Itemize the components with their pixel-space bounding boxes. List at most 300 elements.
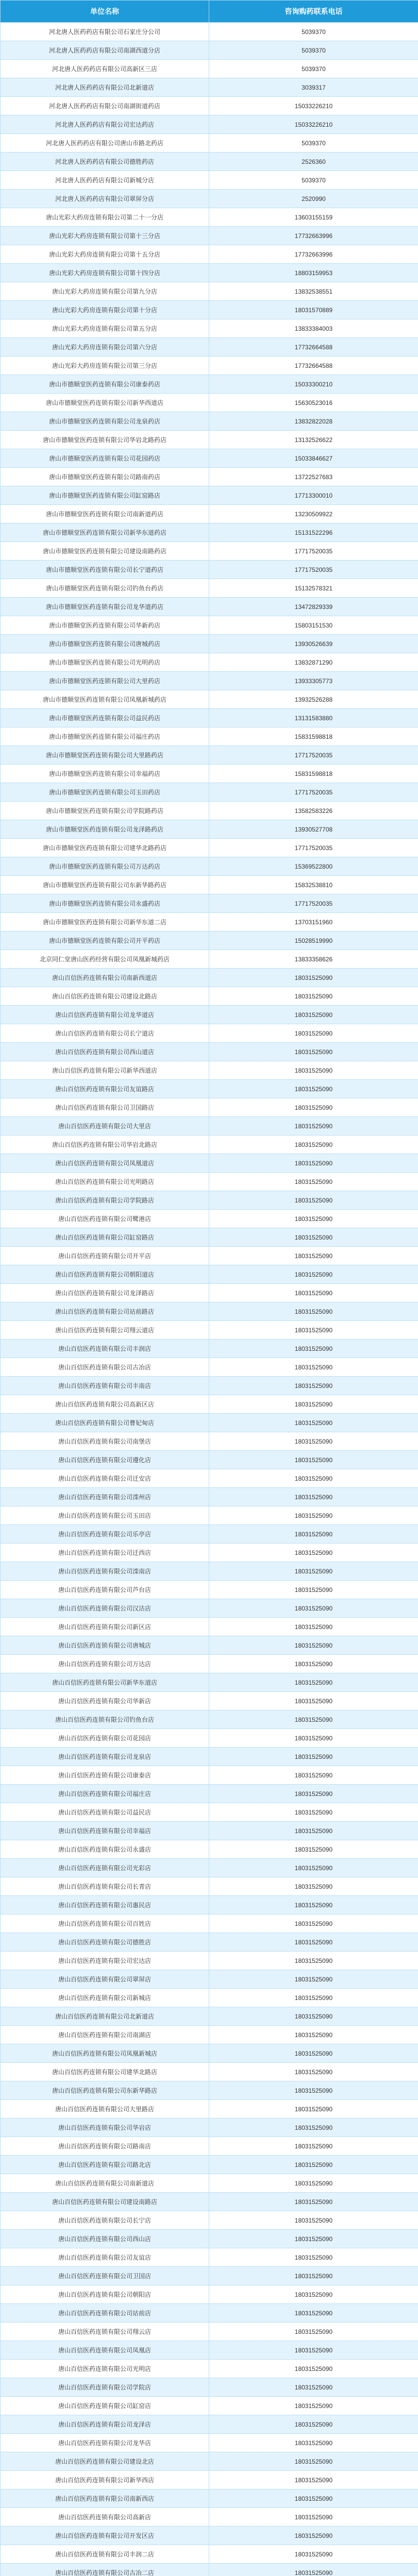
unit-name-cell: 河北唐人医药药店有限公司南湖街道药店 [1, 97, 209, 115]
unit-name-cell: 河北唐人医药药店有限公司石家庄分公司 [1, 23, 209, 41]
table-row [1, 171, 418, 190]
phone-cell: 18031525090 [209, 2452, 418, 2471]
phone-cell: 13582583226 [209, 802, 418, 820]
header-unit-name: 单位名称 [1, 1, 209, 23]
table-row [1, 78, 418, 97]
phone-cell: 18031525090 [209, 1766, 418, 1785]
phone-cell: 15131522296 [209, 523, 418, 542]
table-row [1, 486, 418, 505]
phone-cell: 18031525090 [209, 1785, 418, 1803]
phone-cell: 15803151530 [209, 616, 418, 635]
phone-cell: 18031525090 [209, 1136, 418, 1154]
phone-cell: 18031525090 [209, 1525, 418, 1544]
table-row [1, 2211, 418, 2230]
phone-cell: 15831598818 [209, 765, 418, 783]
table-row [1, 2397, 418, 2415]
unit-name-cell: 唐山百信医药连锁有限公司迁西店 [1, 1544, 209, 1562]
unit-name-cell: 唐山百信医药连锁有限公司益民店 [1, 1803, 209, 1822]
unit-name-cell: 唐山百信医药连锁有限公司卫国店 [1, 2267, 209, 2285]
phone-cell: 18031525090 [209, 1729, 418, 1748]
phone-cell: 17717520035 [209, 561, 418, 579]
phone-cell: 18031525090 [209, 1395, 418, 1414]
unit-name-cell: 唐山百信医药连锁有限公司翔云道店 [1, 1321, 209, 1340]
table-row [1, 1859, 418, 1877]
unit-name-cell: 唐山百信医药连锁有限公司朝阳道店 [1, 1265, 209, 1284]
unit-name-cell: 唐山百信医药连锁有限公司南新西店 [1, 2489, 209, 2508]
unit-name-cell: 唐山百信医药连锁有限公司建设南路店 [1, 2193, 209, 2211]
phone-cell: 18031525090 [209, 1321, 418, 1340]
table-row [1, 282, 418, 301]
phone-cell: 18031525090 [209, 1191, 418, 1210]
phone-cell: 15831598818 [209, 727, 418, 746]
table-row [1, 1414, 418, 1432]
phone-cell: 5039370 [209, 134, 418, 152]
table-row [1, 227, 418, 245]
phone-cell: 15028519990 [209, 931, 418, 950]
unit-name-cell: 唐山百信医药连锁有限公司新华西道店 [1, 1061, 209, 1080]
phone-cell: 18031525090 [209, 1358, 418, 1377]
unit-name-cell: 唐山市德顺堂医药连锁有限公司大里路药店 [1, 746, 209, 765]
table-row [1, 1247, 418, 1265]
phone-cell: 18031525090 [209, 2285, 418, 2304]
phone-cell: 15033226210 [209, 115, 418, 134]
unit-name-cell: 河北唐人医药药店有限公司唐山市路北药店 [1, 134, 209, 152]
unit-name-cell: 唐山光彩大药房连锁有限公司第二十一分店 [1, 208, 209, 227]
unit-name-cell: 唐山百信医药连锁有限公司百姓店 [1, 1914, 209, 1933]
phone-cell: 18031525090 [209, 1952, 418, 1970]
table-row [1, 2174, 418, 2193]
phone-cell: 15033846627 [209, 449, 418, 468]
unit-name-cell: 河北唐人医药药店有限公司新城分店 [1, 171, 209, 190]
table-row [1, 1914, 418, 1933]
table-row [1, 1191, 418, 1210]
phone-cell: 17717520035 [209, 783, 418, 802]
unit-name-cell: 唐山市德顺堂医药连锁有限公司新华东道二店 [1, 913, 209, 931]
table-row [1, 2527, 418, 2545]
table-body [1, 23, 418, 2576]
unit-name-cell: 唐山百信医药连锁有限公司汉沽店 [1, 1599, 209, 1618]
header-phone: 咨询购药联系电话 [209, 1, 418, 23]
unit-name-cell: 唐山百信医药连锁有限公司丰南店 [1, 1377, 209, 1395]
unit-name-cell: 唐山百信医药连锁有限公司新区店 [1, 1618, 209, 1636]
phone-cell: 18031525090 [209, 2063, 418, 2081]
unit-name-cell: 唐山光彩大药房连锁有限公司第六分店 [1, 338, 209, 357]
unit-name-cell: 唐山百信医药连锁有限公司长青店 [1, 1877, 209, 1896]
phone-cell: 18031525090 [209, 1914, 418, 1933]
phone-cell: 18031525090 [209, 1284, 418, 1302]
table-row [1, 1469, 418, 1488]
phone-cell: 18031525090 [209, 969, 418, 987]
phone-cell: 15630523016 [209, 394, 418, 412]
phone-cell: 15033300210 [209, 375, 418, 394]
table-row [1, 987, 418, 1006]
table-row [1, 115, 418, 134]
phone-cell: 18803159953 [209, 264, 418, 282]
table-row [1, 2360, 418, 2378]
unit-name-cell: 唐山百信医药连锁有限公司学院路店 [1, 1191, 209, 1210]
phone-cell: 18031525090 [209, 1840, 418, 1859]
table-row [1, 1061, 418, 1080]
table-row [1, 523, 418, 542]
table-row [1, 1729, 418, 1748]
phone-cell: 13722527683 [209, 468, 418, 486]
table-row [1, 857, 418, 876]
table-row [1, 1673, 418, 1692]
unit-name-cell: 唐山百信医药连锁有限公司路北店 [1, 2156, 209, 2174]
phone-cell: 18031525090 [209, 1877, 418, 1896]
table-row [1, 2471, 418, 2489]
table-row [1, 894, 418, 913]
phone-cell: 18031525090 [209, 1451, 418, 1469]
unit-name-cell: 唐山百信医药连锁有限公司大里店 [1, 1117, 209, 1136]
phone-cell: 13930526639 [209, 635, 418, 653]
unit-name-cell: 唐山百信医药连锁有限公司站前店 [1, 2304, 209, 2323]
unit-name-cell: 唐山市德顺堂医药连锁有限公司龙泉药店 [1, 412, 209, 431]
phone-cell: 15033226210 [209, 97, 418, 115]
phone-cell: 18031525090 [209, 1896, 418, 1914]
phone-cell: 18031525090 [209, 1748, 418, 1766]
unit-name-cell: 唐山百信医药连锁有限公司翔云店 [1, 2323, 209, 2341]
phone-cell: 18031525090 [209, 1414, 418, 1432]
phone-cell: 18031525090 [209, 1210, 418, 1228]
phone-cell: 18031525090 [209, 1970, 418, 1989]
table-row [1, 1395, 418, 1414]
table-header-row [1, 1, 418, 23]
phone-cell: 5039370 [209, 23, 418, 41]
phone-cell: 17732664588 [209, 357, 418, 375]
unit-name-cell: 唐山市德顺堂医药连锁有限公司开平药店 [1, 931, 209, 950]
table-row [1, 1952, 418, 1970]
table-row [1, 134, 418, 152]
unit-name-cell: 河北唐人医药药店有限公司高新区三店 [1, 60, 209, 78]
unit-name-cell: 唐山百信医药连锁有限公司唐城店 [1, 1636, 209, 1655]
table-row [1, 1618, 418, 1636]
phone-cell: 18031525090 [209, 2471, 418, 2489]
unit-name-cell: 唐山市德顺堂医药连锁有限公司华岩北路药店 [1, 431, 209, 449]
table-row [1, 301, 418, 319]
table-row [1, 2323, 418, 2341]
unit-name-cell: 唐山百信医药连锁有限公司开发区店 [1, 2527, 209, 2545]
table-row [1, 41, 418, 60]
unit-name-cell: 唐山百信医药连锁有限公司龙泉店 [1, 1748, 209, 1766]
unit-name-cell: 唐山百信医药连锁有限公司芦台店 [1, 1581, 209, 1599]
unit-name-cell: 唐山百信医药连锁有限公司南湖店 [1, 2026, 209, 2044]
phone-cell: 18031525090 [209, 1710, 418, 1729]
unit-name-cell: 唐山百信医药连锁有限公司建设北路店 [1, 987, 209, 1006]
unit-name-cell: 唐山市德顺堂医药连锁有限公司唐城药店 [1, 635, 209, 653]
phone-cell: 18031525090 [209, 1117, 418, 1136]
phone-cell: 17717520035 [209, 839, 418, 857]
unit-name-cell: 唐山百信医药连锁有限公司幸福店 [1, 1822, 209, 1840]
table-row [1, 2193, 418, 2211]
table-row [1, 2378, 418, 2397]
table-row [1, 1562, 418, 1581]
phone-cell: 18031525090 [209, 2248, 418, 2267]
phone-cell: 18031525090 [209, 2119, 418, 2137]
table-row [1, 727, 418, 746]
table-row [1, 2248, 418, 2267]
unit-name-cell: 唐山市德顺堂医药连锁有限公司凤凰新城药店 [1, 690, 209, 709]
table-row [1, 1136, 418, 1154]
unit-name-cell: 唐山百信医药连锁有限公司福庄店 [1, 1785, 209, 1803]
table-row [1, 635, 418, 653]
phone-cell: 18031525090 [209, 2508, 418, 2527]
unit-name-cell: 唐山百信医药连锁有限公司友谊路店 [1, 1080, 209, 1098]
unit-name-cell: 唐山市德顺堂医药连锁有限公司学院路药店 [1, 802, 209, 820]
unit-name-cell: 唐山市德顺堂医药连锁有限公司新华西道店 [1, 394, 209, 412]
table-row [1, 1080, 418, 1098]
phone-cell: 13833358626 [209, 950, 418, 969]
phone-cell: 18031525090 [209, 1803, 418, 1822]
table-row [1, 2007, 418, 2026]
phone-cell: 18031525090 [209, 2156, 418, 2174]
unit-name-cell: 唐山百信医药连锁有限公司康泰店 [1, 1766, 209, 1785]
table-row [1, 2341, 418, 2360]
unit-name-cell: 唐山市德顺堂医药连锁有限公司光明药店 [1, 653, 209, 672]
table-row [1, 2452, 418, 2471]
phone-cell: 18031525090 [209, 2211, 418, 2230]
table-row [1, 690, 418, 709]
table-row [1, 264, 418, 282]
phone-cell: 5039370 [209, 60, 418, 78]
table-row [1, 2304, 418, 2323]
phone-cell: 18031525090 [209, 1562, 418, 1581]
phone-cell: 18031525090 [209, 2044, 418, 2063]
table-row [1, 561, 418, 579]
table-row [1, 2156, 418, 2174]
table-row [1, 709, 418, 727]
phone-cell: 18031525090 [209, 2304, 418, 2323]
phone-cell: 5039370 [209, 41, 418, 60]
phone-cell: 18031525090 [209, 2007, 418, 2026]
phone-cell: 18031525090 [209, 2341, 418, 2360]
table-row [1, 1933, 418, 1952]
table-row [1, 394, 418, 412]
unit-name-cell: 唐山百信医药连锁有限公司北新道店 [1, 2007, 209, 2026]
phone-cell: 18031525090 [209, 1377, 418, 1395]
phone-cell: 18031525090 [209, 1154, 418, 1173]
table-row [1, 2545, 418, 2564]
phone-cell: 18031525090 [209, 2193, 418, 2211]
unit-name-cell: 唐山光彩大药房连锁有限公司第十三分店 [1, 227, 209, 245]
phone-cell: 18031525090 [209, 2527, 418, 2545]
phone-cell: 18031525090 [209, 2137, 418, 2156]
phone-cell: 18031525090 [209, 987, 418, 1006]
phone-cell: 18031525090 [209, 1859, 418, 1877]
unit-name-cell: 唐山市德顺堂医药连锁有限公司玉田药店 [1, 783, 209, 802]
table-row [1, 2119, 418, 2137]
unit-name-cell: 唐山百信医药连锁有限公司缸窑店 [1, 2397, 209, 2415]
unit-name-cell: 唐山百信医药连锁有限公司华岩北路店 [1, 1136, 209, 1154]
unit-name-cell: 唐山市德顺堂医药连锁有限公司长宁道药店 [1, 561, 209, 579]
unit-name-cell: 唐山百信医药连锁有限公司龙泽店 [1, 2415, 209, 2434]
unit-name-cell: 唐山市德顺堂医药连锁有限公司新华东道药店 [1, 523, 209, 542]
table-row [1, 1581, 418, 1599]
table-row [1, 319, 418, 338]
phone-cell: 18031570889 [209, 301, 418, 319]
phone-cell: 18031525090 [209, 1061, 418, 1080]
table-row [1, 1377, 418, 1395]
phone-cell: 13832871290 [209, 653, 418, 672]
phone-cell: 13132526622 [209, 431, 418, 449]
table-row [1, 2434, 418, 2452]
table-row [1, 97, 418, 115]
unit-name-cell: 唐山百信医药连锁有限公司凤凰新城店 [1, 2044, 209, 2063]
phone-cell: 18031525090 [209, 1581, 418, 1599]
unit-name-cell: 唐山百信医药连锁有限公司新华西店 [1, 2471, 209, 2489]
table-row [1, 60, 418, 78]
phone-cell: 15832538810 [209, 876, 418, 894]
table-row [1, 1599, 418, 1618]
phone-cell: 17717520035 [209, 542, 418, 561]
table-row [1, 1173, 418, 1191]
unit-name-cell: 唐山百信医药连锁有限公司高新区店 [1, 1395, 209, 1414]
unit-name-cell: 唐山百信医药连锁有限公司丰润店 [1, 1340, 209, 1358]
unit-name-cell: 河北唐人医药药店有限公司宏达药店 [1, 115, 209, 134]
phone-cell: 15369522800 [209, 857, 418, 876]
table-row [1, 2044, 418, 2063]
table-row [1, 1544, 418, 1562]
phone-cell: 2520990 [209, 190, 418, 208]
unit-name-cell: 唐山百信医药连锁有限公司站前路店 [1, 1302, 209, 1321]
phone-cell: 18031525090 [209, 1006, 418, 1024]
table-row [1, 1432, 418, 1451]
unit-name-cell: 唐山百信医药连锁有限公司南新道店 [1, 2174, 209, 2193]
table-row [1, 616, 418, 635]
table-row [1, 1840, 418, 1859]
table-row [1, 468, 418, 486]
table-row [1, 598, 418, 616]
table-row [1, 1896, 418, 1914]
unit-name-cell: 唐山市德顺堂医药连锁有限公司龙华道药店 [1, 598, 209, 616]
table-row [1, 1117, 418, 1136]
table-row [1, 2508, 418, 2527]
phone-cell: 18031525090 [209, 1618, 418, 1636]
unit-name-cell: 河北唐人医药药店有限公司北新道店 [1, 78, 209, 97]
table-row [1, 1989, 418, 2007]
table-row [1, 1525, 418, 1544]
table-row [1, 449, 418, 468]
table-row [1, 152, 418, 171]
unit-name-cell: 唐山百信医药连锁有限公司缸窑路店 [1, 1228, 209, 1247]
unit-name-cell: 唐山百信医药连锁有限公司惠民店 [1, 1896, 209, 1914]
table-row [1, 1451, 418, 1469]
unit-name-cell: 唐山百信医药连锁有限公司友谊店 [1, 2248, 209, 2267]
table-row [1, 1822, 418, 1840]
unit-name-cell: 唐山百信医药连锁有限公司高新店 [1, 2508, 209, 2527]
phone-cell: 13832822028 [209, 412, 418, 431]
unit-name-cell: 唐山市德顺堂医药连锁有限公司建华北路药店 [1, 839, 209, 857]
table-row [1, 245, 418, 264]
unit-name-cell: 唐山百信医药连锁有限公司滦州店 [1, 1488, 209, 1506]
unit-name-cell: 唐山百信医药连锁有限公司光明店 [1, 2360, 209, 2378]
unit-name-cell: 唐山百信医药连锁有限公司万达店 [1, 1655, 209, 1673]
phone-cell: 18031525090 [209, 1043, 418, 1061]
phone-cell: 18031525090 [209, 1599, 418, 1618]
table-row [1, 1655, 418, 1673]
table-row [1, 913, 418, 931]
phone-cell: 18031525090 [209, 1673, 418, 1692]
table-row [1, 783, 418, 802]
table-row [1, 839, 418, 857]
phone-cell: 17717520035 [209, 894, 418, 913]
table-row [1, 2415, 418, 2434]
unit-name-cell: 唐山百信医药连锁有限公司钓鱼台店 [1, 1710, 209, 1729]
unit-name-cell: 北京同仁堂唐山医药经营有限公司凤凰新城药店 [1, 950, 209, 969]
unit-name-cell: 唐山百信医药连锁有限公司开平店 [1, 1247, 209, 1265]
table-row [1, 1228, 418, 1247]
unit-name-cell: 唐山百信医药连锁有限公司建华北路店 [1, 2063, 209, 2081]
phone-cell: 2526360 [209, 152, 418, 171]
unit-name-cell: 唐山百信医药连锁有限公司新城店 [1, 1989, 209, 2007]
unit-name-cell: 唐山百信医药连锁有限公司光明路店 [1, 1173, 209, 1191]
phone-cell: 18031525090 [209, 2267, 418, 2285]
table-row [1, 672, 418, 690]
table-row [1, 1636, 418, 1655]
phone-cell: 18031525090 [209, 1636, 418, 1655]
table-row [1, 1803, 418, 1822]
unit-name-cell: 唐山百信医药连锁有限公司古冶店 [1, 1358, 209, 1377]
unit-name-cell: 唐山百信医药连锁有限公司滦南店 [1, 1562, 209, 1581]
phone-cell: 18031525090 [209, 1098, 418, 1117]
phone-cell: 18031525090 [209, 2489, 418, 2508]
unit-name-cell: 唐山市德顺堂医药连锁有限公司华新药店 [1, 616, 209, 635]
unit-name-cell: 唐山百信医药连锁有限公司乐亭店 [1, 1525, 209, 1544]
unit-name-cell: 唐山百信医药连锁有限公司路南店 [1, 2137, 209, 2156]
table-row [1, 2267, 418, 2285]
phone-cell: 18031525090 [209, 1080, 418, 1098]
unit-name-cell: 唐山光彩大药房连锁有限公司第十分店 [1, 301, 209, 319]
phone-cell: 18031525090 [209, 1933, 418, 1952]
table-row [1, 765, 418, 783]
unit-name-cell: 唐山市德顺堂医药连锁有限公司永盛药店 [1, 894, 209, 913]
table-row [1, 357, 418, 375]
table-row [1, 1970, 418, 1989]
table-row [1, 876, 418, 894]
table-row [1, 820, 418, 839]
table-row [1, 2564, 418, 2576]
phone-cell: 18031525090 [209, 1469, 418, 1488]
phone-cell: 18031525090 [209, 1488, 418, 1506]
unit-name-cell: 唐山百信医药连锁有限公司龙华店 [1, 2434, 209, 2452]
phone-cell: 13131583880 [209, 709, 418, 727]
unit-name-cell: 唐山百信医药连锁有限公司曹妃甸店 [1, 1414, 209, 1432]
table-row [1, 1877, 418, 1896]
phone-cell: 18031525090 [209, 2378, 418, 2397]
phone-cell: 18031525090 [209, 1228, 418, 1247]
table-row [1, 1098, 418, 1117]
table-row [1, 505, 418, 523]
phone-cell: 18031525090 [209, 1173, 418, 1191]
unit-name-cell: 唐山市德顺堂医药连锁有限公司龙泽路药店 [1, 820, 209, 839]
phone-cell: 18031525090 [209, 1655, 418, 1673]
table-row [1, 1710, 418, 1729]
unit-name-cell: 唐山百信医药连锁有限公司龙泽路店 [1, 1284, 209, 1302]
phone-cell: 18031525090 [209, 2564, 418, 2576]
phone-cell: 18031525090 [209, 1506, 418, 1525]
phone-cell: 18031525090 [209, 2545, 418, 2564]
phone-cell: 18031525090 [209, 2360, 418, 2378]
table-row [1, 2081, 418, 2100]
phone-cell: 18031525090 [209, 2230, 418, 2248]
unit-name-cell: 唐山百信医药连锁有限公司南堡店 [1, 1432, 209, 1451]
unit-name-cell: 唐山光彩大药房连锁有限公司第五分店 [1, 319, 209, 338]
phone-cell: 17732664588 [209, 338, 418, 357]
table-row [1, 208, 418, 227]
phone-cell: 17717520035 [209, 746, 418, 765]
table-row [1, 1043, 418, 1061]
unit-name-cell: 唐山百信医药连锁有限公司龙华道店 [1, 1006, 209, 1024]
